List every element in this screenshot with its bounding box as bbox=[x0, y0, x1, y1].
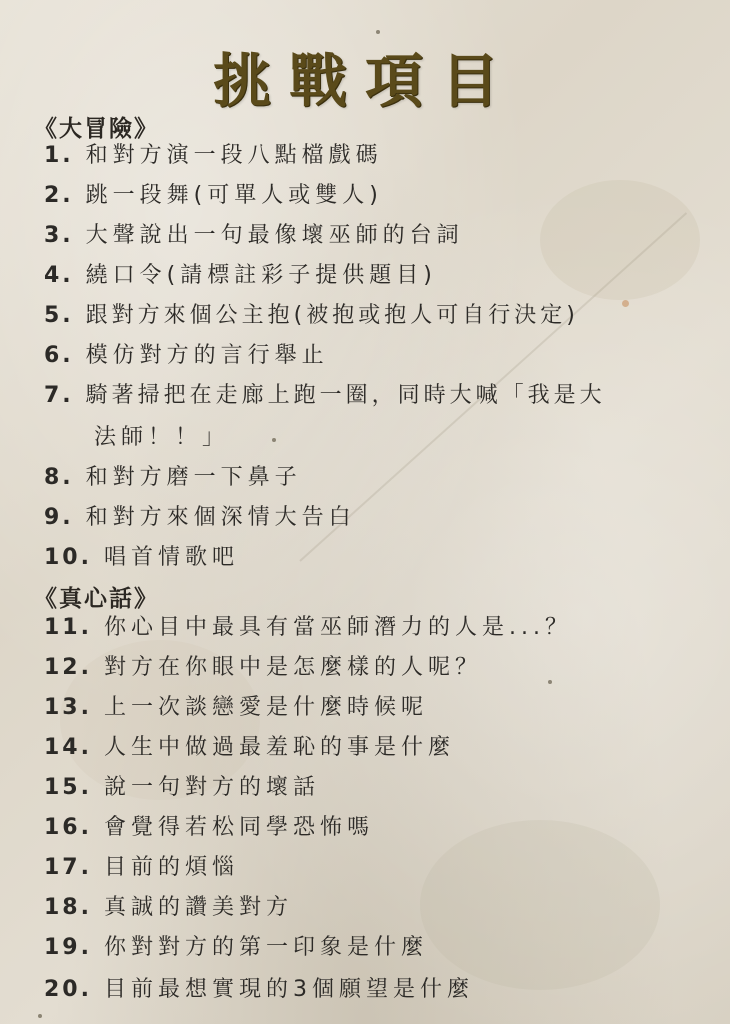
item-text: 你心目中最具有當巫師潛力的人是...？ bbox=[103, 615, 572, 640]
list-item bbox=[44, 176, 383, 216]
item-number: 19. bbox=[44, 935, 92, 960]
item-number: 17. bbox=[44, 855, 92, 880]
paper-stain bbox=[540, 180, 700, 300]
item-text: 法師！！」 bbox=[94, 425, 230, 450]
item-text: 繞口令(請標註彩子提供題目) bbox=[85, 263, 437, 288]
item-number: 5. bbox=[44, 303, 74, 328]
list-item bbox=[44, 216, 464, 256]
list-item bbox=[44, 688, 428, 728]
item-text: 對方在你眼中是怎麼樣的人呢？ bbox=[103, 655, 482, 680]
paper-speck bbox=[272, 438, 276, 442]
item-number: 3. bbox=[44, 223, 74, 248]
item-number: 6. bbox=[44, 343, 74, 368]
item-number: 15. bbox=[44, 775, 92, 800]
item-text: 和對方磨一下鼻子 bbox=[85, 465, 302, 490]
item-number: 20. bbox=[44, 977, 92, 1002]
list-item bbox=[44, 848, 239, 888]
item-number: 7. bbox=[44, 383, 74, 408]
paper-speck bbox=[38, 1014, 42, 1018]
section-heading-dare: 《大冒險》 bbox=[34, 115, 159, 142]
list-item bbox=[44, 296, 579, 336]
list-item bbox=[44, 538, 239, 578]
list-item bbox=[44, 970, 474, 1010]
list-item bbox=[44, 498, 356, 538]
item-text: 和對方演一段八點檔戲碼 bbox=[85, 143, 383, 168]
section-heading-truth: 《真心話》 bbox=[34, 585, 159, 612]
item-text: 目前最想實現的3個願望是什麼 bbox=[103, 977, 474, 1002]
paper-stain bbox=[420, 820, 660, 990]
list-item bbox=[44, 376, 606, 416]
item-text: 跳一段舞(可單人或雙人) bbox=[85, 183, 383, 208]
list-item bbox=[44, 768, 320, 808]
list-item bbox=[44, 928, 428, 968]
item-number: 2. bbox=[44, 183, 74, 208]
item-text: 真誠的讚美對方 bbox=[103, 895, 293, 920]
item-number: 12. bbox=[44, 655, 92, 680]
item-number: 1. bbox=[44, 143, 74, 168]
item-text: 大聲說出一句最像壞巫師的台詞 bbox=[85, 223, 464, 248]
item-number: 9. bbox=[44, 505, 74, 530]
item-number: 11. bbox=[44, 615, 92, 640]
item-text: 會覺得若松同學恐怖嗎 bbox=[103, 815, 374, 840]
item-number: 14. bbox=[44, 735, 92, 760]
list-item bbox=[44, 256, 437, 296]
list-item bbox=[44, 888, 293, 928]
page-title: 挑戰項目 bbox=[212, 47, 517, 115]
item-number: 18. bbox=[44, 895, 92, 920]
item-number: 8. bbox=[44, 465, 74, 490]
item-number: 16. bbox=[44, 815, 92, 840]
paper-speck bbox=[548, 680, 552, 684]
item-text: 騎著掃把在走廊上跑一圈，同時大喊「我是大 bbox=[85, 383, 606, 408]
item-number: 4. bbox=[44, 263, 74, 288]
list-item bbox=[44, 458, 302, 498]
list-item bbox=[44, 608, 572, 648]
list-item bbox=[44, 808, 374, 848]
item-text: 說一句對方的壞話 bbox=[103, 775, 320, 800]
item-text: 模仿對方的言行舉止 bbox=[85, 343, 329, 368]
item-text: 唱首情歌吧 bbox=[103, 545, 239, 570]
list-item-continuation bbox=[94, 418, 229, 458]
item-text: 人生中做過最羞恥的事是什麼 bbox=[103, 735, 455, 760]
paper-speck bbox=[622, 300, 629, 307]
list-item bbox=[44, 136, 383, 176]
item-number: 13. bbox=[44, 695, 92, 720]
item-text: 你對對方的第一印象是什麼 bbox=[103, 935, 428, 960]
item-text: 目前的煩惱 bbox=[103, 855, 239, 880]
item-text: 跟對方來個公主抱(被抱或抱人可自行決定) bbox=[85, 303, 579, 328]
list-item bbox=[44, 336, 329, 376]
item-text: 和對方來個深情大告白 bbox=[85, 505, 356, 530]
item-text: 上一次談戀愛是什麼時候呢 bbox=[103, 695, 428, 720]
list-item bbox=[44, 728, 455, 768]
list-item bbox=[44, 648, 482, 688]
item-number: 10. bbox=[44, 545, 92, 570]
